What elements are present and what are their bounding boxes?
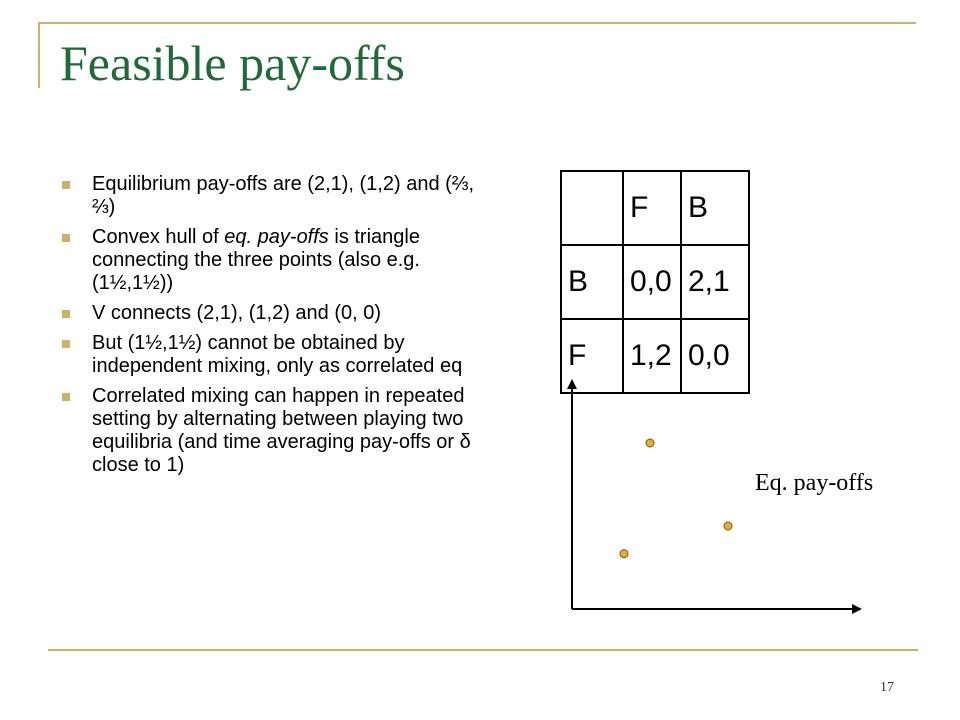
top-rule <box>38 22 916 24</box>
bullet-item <box>60 302 500 325</box>
bullet-text: Correlated mixing can happen in repeated setting by alternating between playing two equilibria (and time averaging pay-offs or δ close to 1) <box>92 385 471 476</box>
equilibrium-point <box>724 522 732 530</box>
left-rule <box>38 22 40 88</box>
bullet-item <box>60 173 500 219</box>
bullet-text-emphasis: eq. pay-offs <box>224 226 329 248</box>
payoff-plot <box>560 375 870 625</box>
table-cell: 0,0 <box>681 319 749 393</box>
bullet-text: V connects (2,1), (1,2) and (0, 0) <box>92 302 382 324</box>
bullet-text: is triangle connecting the three points (also e.g. (1½,1½)) <box>92 226 420 294</box>
bullet-item <box>60 226 500 295</box>
table-cell: 1,2 <box>623 319 681 393</box>
table-cell: F <box>623 171 681 245</box>
square-bullet-icon <box>62 340 70 348</box>
equilibrium-point <box>646 439 654 447</box>
table-cell <box>561 171 623 245</box>
table-row <box>561 245 749 319</box>
bullet-list <box>60 173 500 484</box>
table-cell: B <box>681 171 749 245</box>
bullet-item <box>60 385 500 477</box>
bullet-text: Equilibrium pay-offs are (2,1), (1,2) and (⅔, ⅔) <box>92 173 475 218</box>
square-bullet-icon <box>62 393 70 401</box>
square-bullet-icon <box>62 181 70 189</box>
table-cell: F <box>561 319 623 393</box>
table-cell: B <box>561 245 623 319</box>
table-cell: 2,1 <box>681 245 749 319</box>
slide-number: 17 <box>880 680 894 695</box>
square-bullet-icon <box>62 234 70 242</box>
bullet-text: But (1½,1½) cannot be obtained by independent mixing, only as correlated eq <box>92 332 463 377</box>
slide-title: Feasible pay-offs <box>60 35 405 91</box>
table-row <box>561 171 749 245</box>
plot-points <box>620 439 732 558</box>
bullet-item <box>60 332 500 378</box>
payoff-matrix <box>560 170 750 394</box>
equilibrium-point <box>620 550 628 558</box>
square-bullet-icon <box>62 310 70 318</box>
bottom-rule <box>48 649 918 651</box>
bullet-text: Convex hull of <box>92 226 225 248</box>
table-cell: 0,0 <box>623 245 681 319</box>
plot-label: Eq. pay-offs <box>755 470 874 496</box>
